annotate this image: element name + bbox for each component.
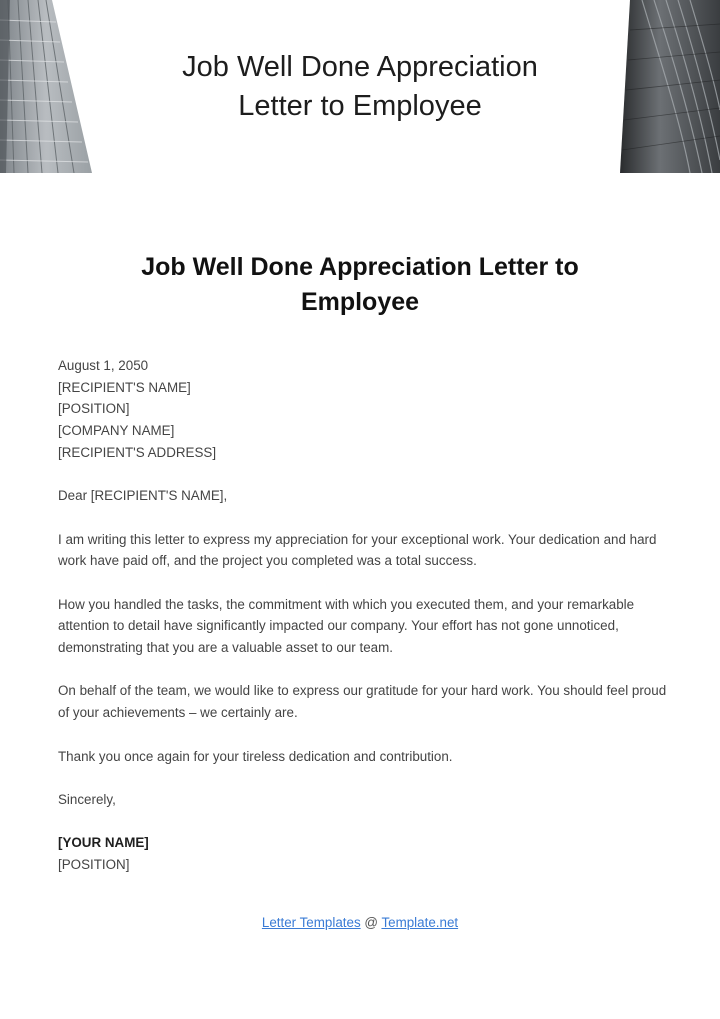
- paragraph-1: I am writing this letter to express my appreciation for your exceptional work. Your dedication and hard work have paid off, and the project you completed was a total success.: [58, 531, 657, 569]
- footer: [0, 915, 720, 930]
- document-title-line2: Employee: [300, 288, 420, 316]
- closing: Sincerely,: [58, 791, 116, 807]
- footer-separator: @: [360, 915, 382, 930]
- paragraph-3: On behalf of the team, we would like to express our gratitude for your hard work. You should feel proud of your achievements – we certainly are.: [58, 683, 667, 721]
- recipient-position: [POSITION]: [58, 401, 130, 417]
- paragraph-4: Thank you once again for your tireless dedication and contribution.: [58, 748, 453, 764]
- letter-templates-link[interactable]: Letter Templates: [261, 915, 361, 930]
- signer-name: [YOUR NAME]: [58, 835, 149, 851]
- recipient-name: [RECIPIENT'S NAME]: [58, 379, 191, 395]
- paragraph-2: How you handled the tasks, the commitment with which you executed them, and your remarkable attention to detail have significantly impacted our company. Your effort has not gone unnoticed, demonstrating that you are a valuable asset to our team.: [58, 596, 635, 656]
- header-banner: [0, 0, 720, 175]
- letter-body: [58, 355, 668, 876]
- letter-date: August 1, 2050: [58, 358, 149, 373]
- building-photo-right: [620, 0, 720, 173]
- template-net-link[interactable]: Template.net: [381, 915, 459, 930]
- company-name: [COMPANY NAME]: [58, 423, 175, 439]
- document-title: [60, 250, 660, 320]
- recipient-address: [RECIPIENT'S ADDRESS]: [58, 444, 217, 460]
- document-title-line1: Job Well Done Appreciation Letter to: [141, 253, 579, 281]
- header-title: [120, 48, 600, 126]
- salutation: Dear [RECIPIENT'S NAME],: [58, 488, 228, 504]
- building-photo-left: [0, 0, 92, 173]
- signer-position: [POSITION]: [58, 857, 130, 873]
- header-title-line2: Letter to Employee: [238, 90, 482, 122]
- header-title-line1: Job Well Done Appreciation: [182, 51, 538, 83]
